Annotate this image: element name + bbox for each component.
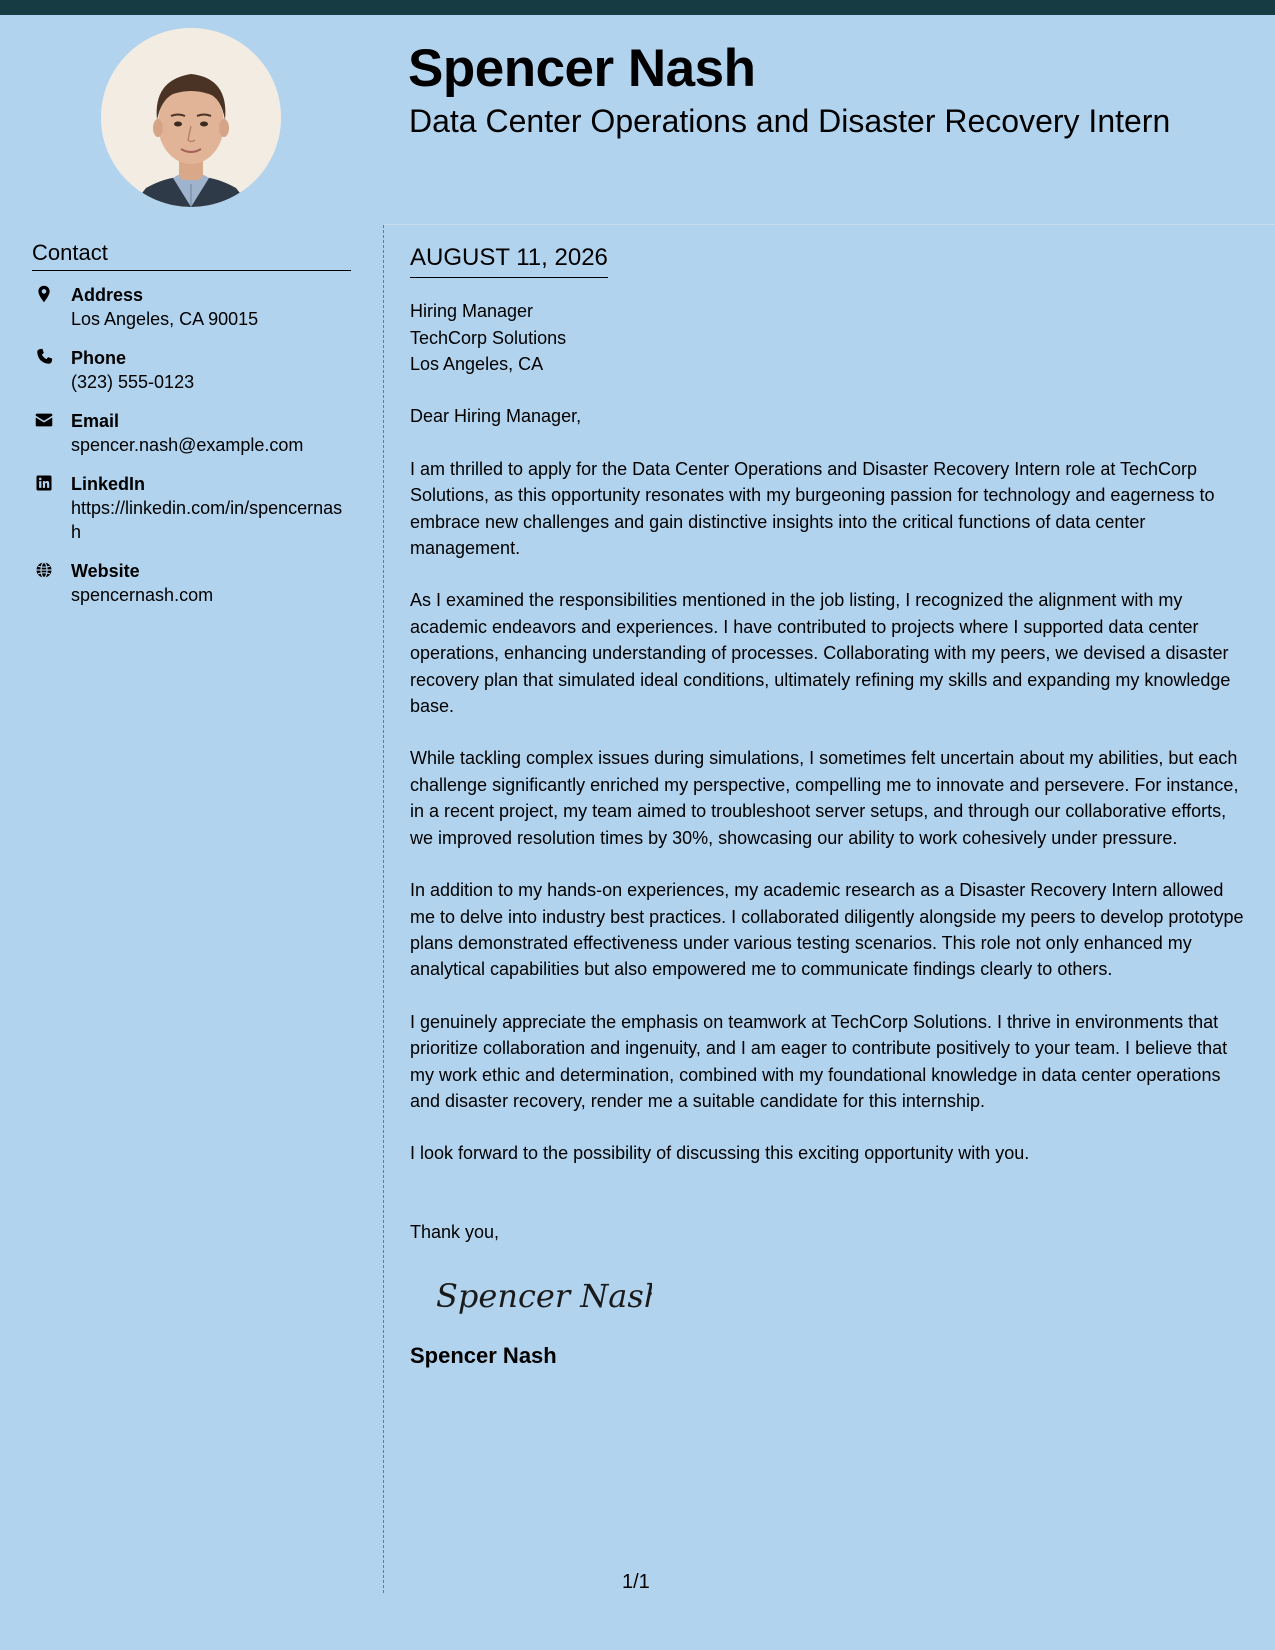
cover-letter bbox=[410, 242, 1250, 1369]
body-paragraph: As I examined the responsibilities mentioned in the job listing, I recognized the alignment with my academic endeavors and experiences. I have contributed to projects where I supported data center operations, enhancing understanding of processes. Collaborating with my peers, we devised a disaster recovery plan that simulated ideal conditions, ultimately refining my skills and expanding my knowledge base. bbox=[410, 590, 1231, 717]
email-label: Email bbox=[71, 411, 120, 432]
contact-website bbox=[32, 559, 351, 607]
recipient-block bbox=[410, 298, 1250, 377]
map-pin-icon bbox=[35, 285, 53, 303]
body-paragraph: I look forward to the possibility of discussing this exciting opportunity with you. bbox=[410, 1143, 1030, 1164]
top-bar bbox=[0, 0, 1275, 15]
page-number: 1/1 bbox=[622, 1571, 650, 1593]
recipient-title: Hiring Manager bbox=[410, 301, 534, 322]
envelope-icon bbox=[35, 411, 53, 429]
linkedin-value[interactable]: https://linkedin.com/in/spencernash bbox=[71, 498, 343, 543]
website-label: Website bbox=[71, 561, 140, 582]
contact-email bbox=[32, 409, 351, 457]
body-paragraph: I genuinely appreciate the emphasis on teamwork at TechCorp Solutions. I thrive in environments that prioritize collaboration and ingenuity, and I am eager to contribute positively to your team. I believe that my work ethic and determination, combined with my foundational knowledge in data center operations and disaster recovery, render me a suitable candidate for this internship. bbox=[410, 1011, 1228, 1111]
body-paragraph: While tackling complex issues during simulations, I sometimes felt uncertain about my abilities, but each challenge significantly enriched my perspective, compelling me to innovate and persevere. For instance, in a recent project, my team aimed to troubleshoot server setups, and through our collaborative efforts, we improved resolution times by 30%, showcasing our ability to work cohesively under pressure. bbox=[410, 748, 1239, 848]
handwritten-signature bbox=[432, 1267, 652, 1323]
email-value[interactable]: spencer.nash@example.com bbox=[71, 435, 304, 456]
phone-value: (323) 555-0123 bbox=[71, 372, 195, 393]
column-divider bbox=[383, 225, 384, 1593]
phone-label: Phone bbox=[71, 348, 127, 369]
contact-phone bbox=[32, 346, 351, 394]
recipient-location: Los Angeles, CA bbox=[410, 354, 544, 374]
closing: Thank you, bbox=[410, 1221, 500, 1242]
candidate-name: Spencer Nash bbox=[408, 39, 756, 98]
address-label: Address bbox=[71, 285, 144, 306]
globe-icon bbox=[35, 561, 53, 579]
sidebar bbox=[32, 240, 351, 622]
portrait-illustration bbox=[101, 28, 281, 207]
job-title: Data Center Operations and Disaster Recovery Intern bbox=[409, 103, 1171, 139]
body-paragraph: In addition to my hands-on experiences, my academic research as a Disaster Recovery Intern allowed me to delve into industry best practices. I collaborated diligently alongside my peers to develop prototype plans demonstrated effectiveness under various testing scenarios. This role not only enhanced my analytical capabilities but also empowered me to communicate findings clearly to others. bbox=[410, 880, 1244, 980]
contact-linkedin bbox=[32, 472, 351, 544]
salutation: Dear Hiring Manager, bbox=[410, 406, 582, 427]
linkedin-label: LinkedIn bbox=[71, 474, 146, 495]
signer-name: Spencer Nash bbox=[410, 1342, 557, 1368]
contact-heading: Contact bbox=[32, 240, 351, 271]
letter-date: AUGUST 11, 2026 bbox=[410, 242, 608, 278]
phone-icon bbox=[35, 348, 53, 366]
recipient-company: TechCorp Solutions bbox=[410, 327, 567, 348]
profile-photo bbox=[101, 28, 281, 207]
signature-text: Spencer Nash bbox=[436, 1277, 652, 1316]
address-value: Los Angeles, CA 90015 bbox=[71, 309, 259, 330]
header-divider bbox=[384, 224, 1275, 225]
body-paragraph: I am thrilled to apply for the Data Center Operations and Disaster Recovery Intern role at TechCorp Solutions, as this opportunity resonates with my burgeoning passion for technology and eagerness to embrace new challenges and gain distinctive insights into the critical functions of data center management. bbox=[410, 458, 1215, 559]
contact-address bbox=[32, 283, 351, 331]
linkedin-icon bbox=[35, 474, 53, 492]
website-value[interactable]: spencernash.com bbox=[71, 585, 214, 606]
